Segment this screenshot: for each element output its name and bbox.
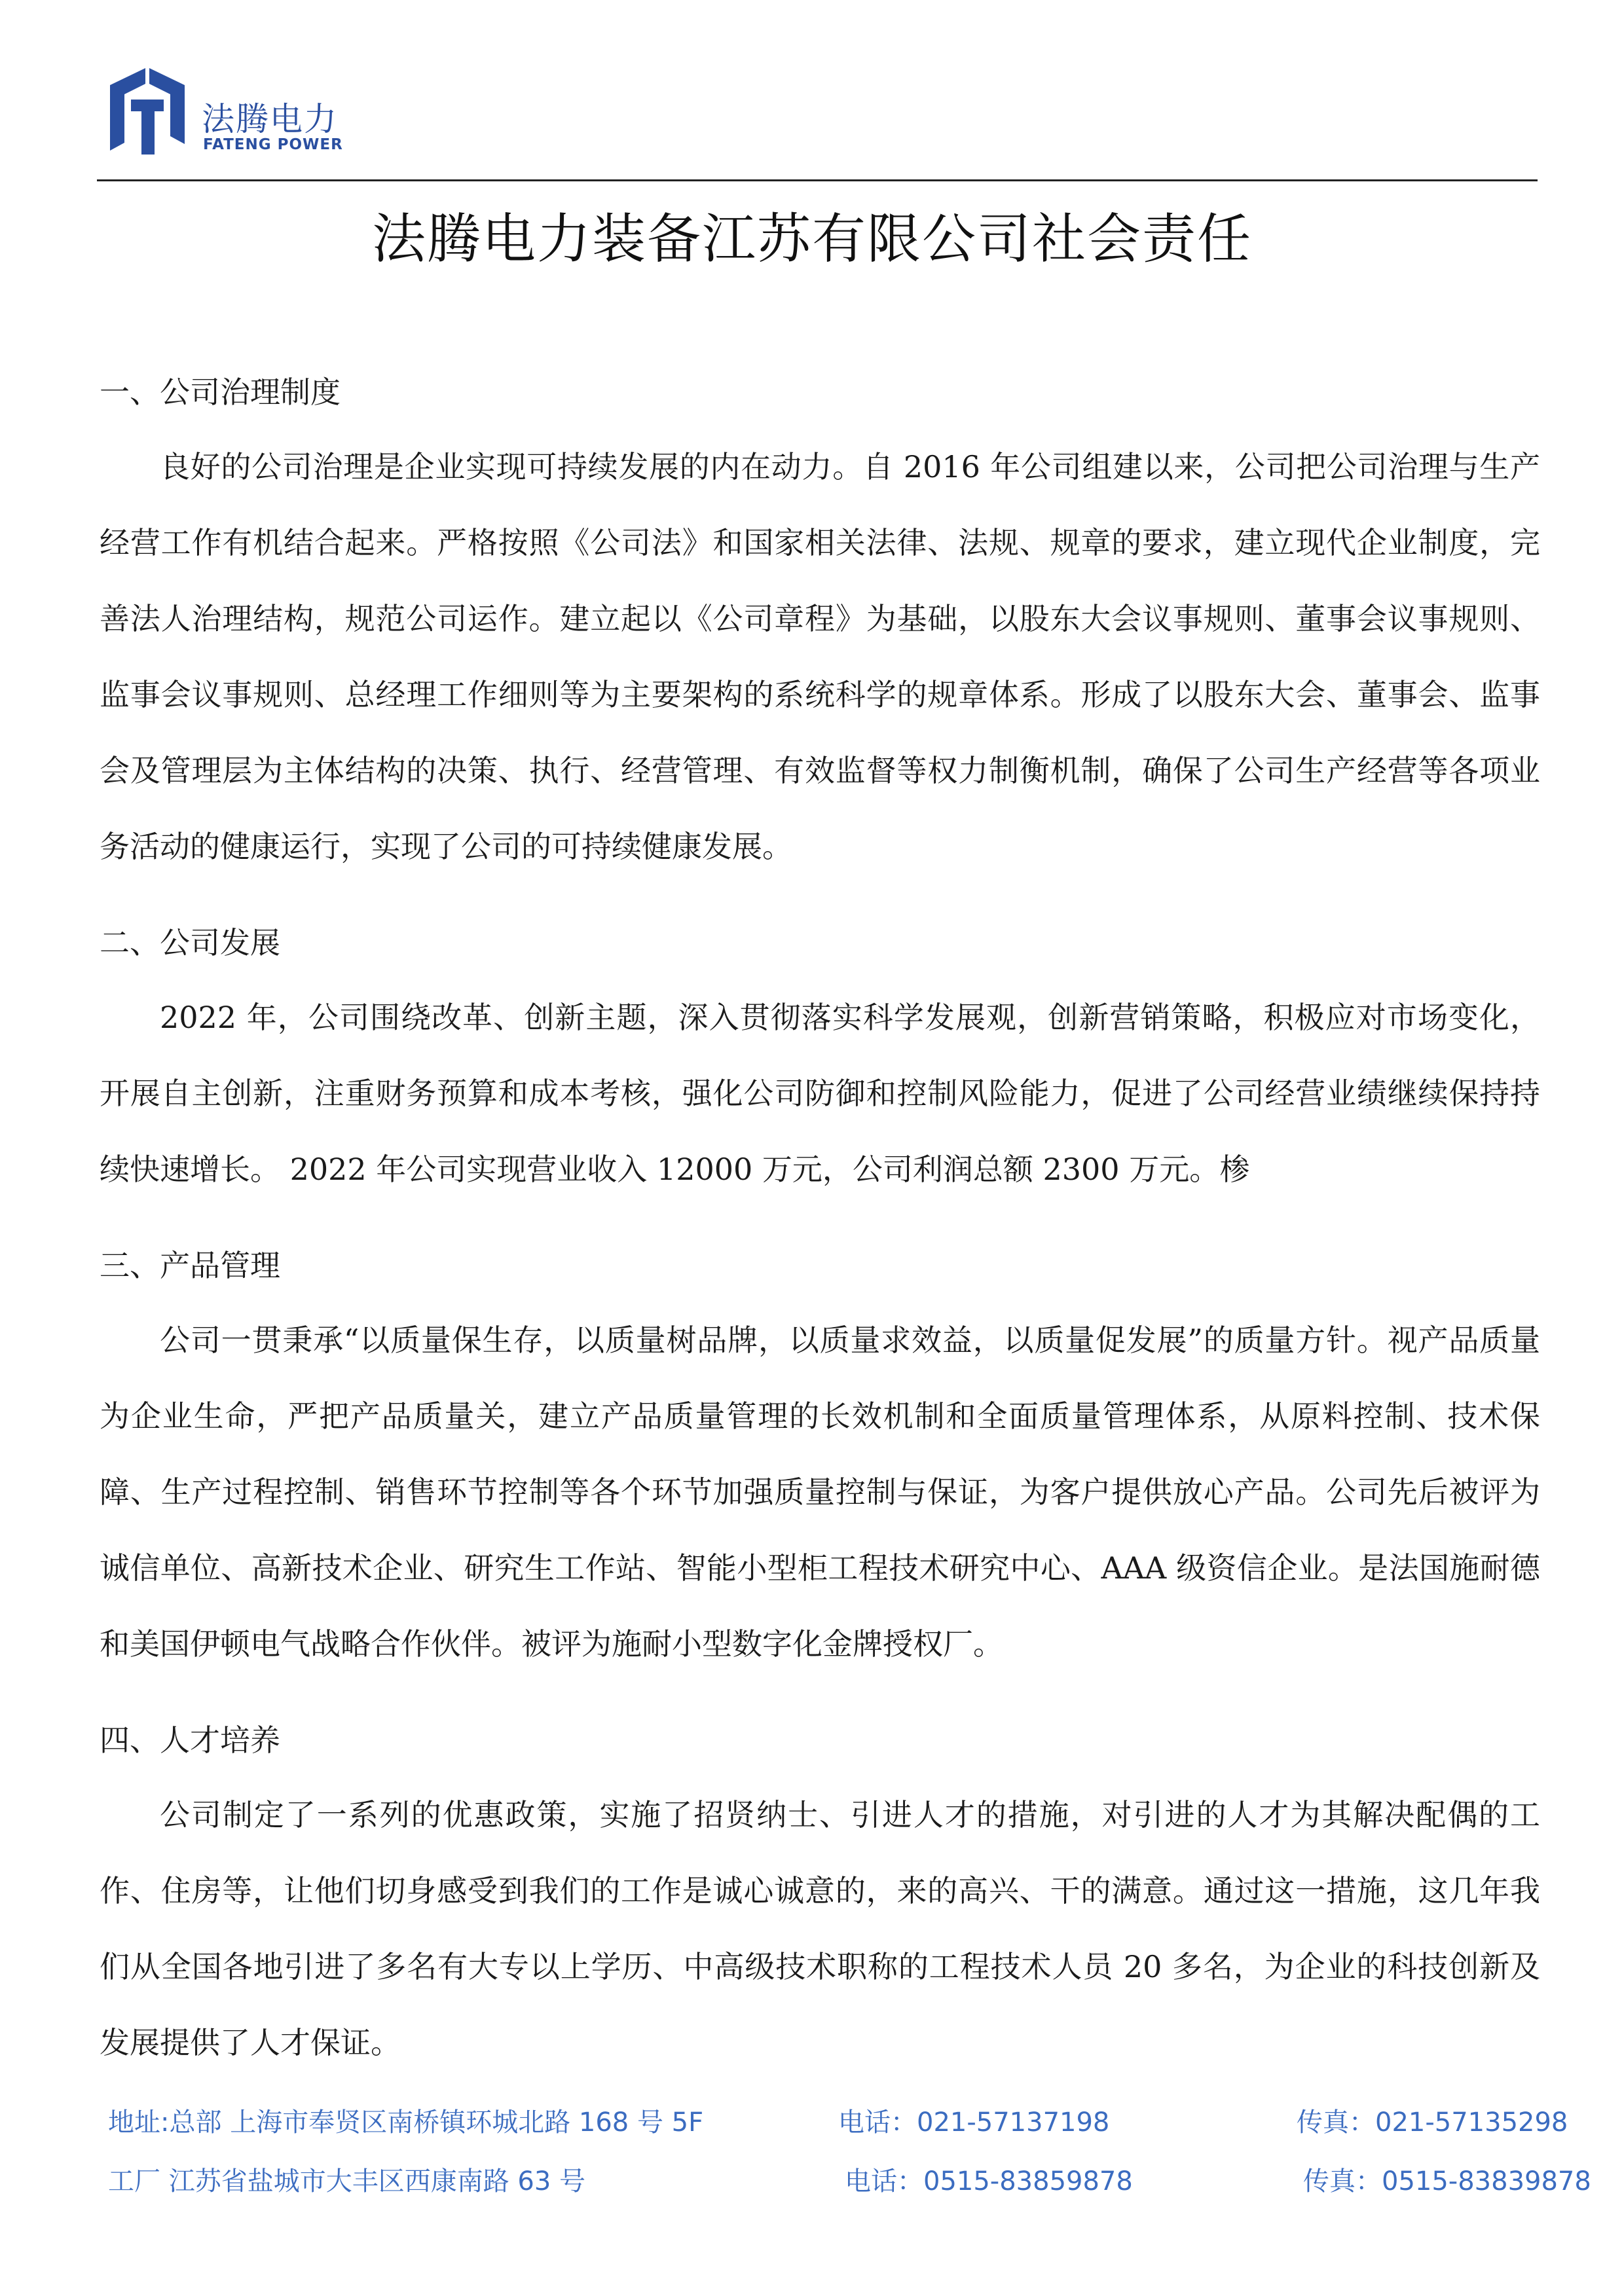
- section-heading-governance: 一、公司治理制度: [100, 374, 341, 410]
- section-paragraph-development: 2022 年，公司围绕改革、创新主题，深入贯彻落实科学发展观，创新营销策略，积极应对市场变化，开展自主创新，注重财务预算和成本考核，强化公司防御和控制风险能力，促进了公司经营业绩继续保持持续快速增长。 2022 年公司实现营业收入 12000 万元，公司利润总额 2300 万元。椮: [100, 1000, 1540, 1187]
- logo-english-name: FATENG POWER: [203, 136, 343, 153]
- footer-phone: 电话：0515-83859878: [845, 2166, 1133, 2196]
- section-paragraph-governance: 良好的公司治理是企业实现可持续发展的内在动力。自 2016 年公司组建以来，公司把公司治理与生产经营工作有机结合起来。严格按照《公司法》和国家相关法律、法规、规章的要求，建立现代企业制度，完善法人治理结构，规范公司运作。建立起以《公司章程》为基础，以股东大会议事规则、董事会议事规则、监事会议事规则、总经理工作细则等为主要架构的系统科学的规章体系。形成了以股东大会、董事会、监事会及管理层为主体结构的决策、执行、经营管理、有效监督等权力制衡机制，确保了公司生产经营等各项业务活动的健康运行，实现了公司的可持续健康发展。: [100, 449, 1540, 864]
- page-title: 法腾电力装备江苏有限公司社会责任: [371, 208, 1252, 270]
- section-paragraph-talent: 公司制定了一系列的优惠政策，实施了招贤纳士、引进人才的措施，对引进的人才为其解决配偶的工作、住房等，让他们切身感受到我们的工作是诚心诚意的，来的高兴、干的满意。通过这一措施，这几年我们从全国各地引进了多名有大专以上学历、中高级技术职称的工程技术人员 20 多名，为企业的科技创新及发展提供了人才保证。: [100, 1797, 1540, 2060]
- letterhead: [105, 65, 1545, 164]
- fateng-logo-icon: [105, 65, 190, 157]
- footer-address: 地址:总部 上海市奉贤区南桥镇环城北路 168 号 5F: [108, 2107, 704, 2138]
- header-divider: [97, 179, 1538, 181]
- section-heading-talent: 四、人才培养: [100, 1722, 280, 1758]
- section-heading-development: 二、公司发展: [100, 925, 280, 960]
- footer-fax: 传真：021-57135298: [1297, 2107, 1568, 2138]
- logo-chinese-name: 法腾电力: [202, 100, 338, 138]
- footer-fax: 传真：0515-83839878: [1303, 2166, 1591, 2196]
- section-paragraph-product-management: 公司一贯秉承“以质量保生存，以质量树品牌，以质量求效益，以质量促发展”的质量方针。视产品质量为企业生命，严把产品质量关，建立产品质量管理的长效机制和全面质量管理体系，从原料控制、技术保障、生产过程控制、销售环节控制等各个环节加强质量控制与保证，为客户提供放心产品。公司先后被评为诚信单位、高新技术企业、研究生工作站、智能小型柜工程技术研究中心、AAA 级资信企业。是法国施耐德和美国伊顿电气战略合作伙伴。被评为施耐小型数字化金牌授权厂。: [100, 1322, 1540, 1662]
- contact-footer: [108, 2102, 1591, 2219]
- footer-row-headquarters: [108, 2102, 1568, 2160]
- document-body: [100, 373, 1540, 2120]
- footer-address: 工厂 江苏省盐城市大丰区西康南路 63 号: [108, 2166, 586, 2196]
- footer-row-factory: [108, 2160, 1591, 2219]
- footer-phone: 电话：021-57137198: [838, 2107, 1110, 2138]
- section-heading-product-management: 三、产品管理: [100, 1248, 280, 1283]
